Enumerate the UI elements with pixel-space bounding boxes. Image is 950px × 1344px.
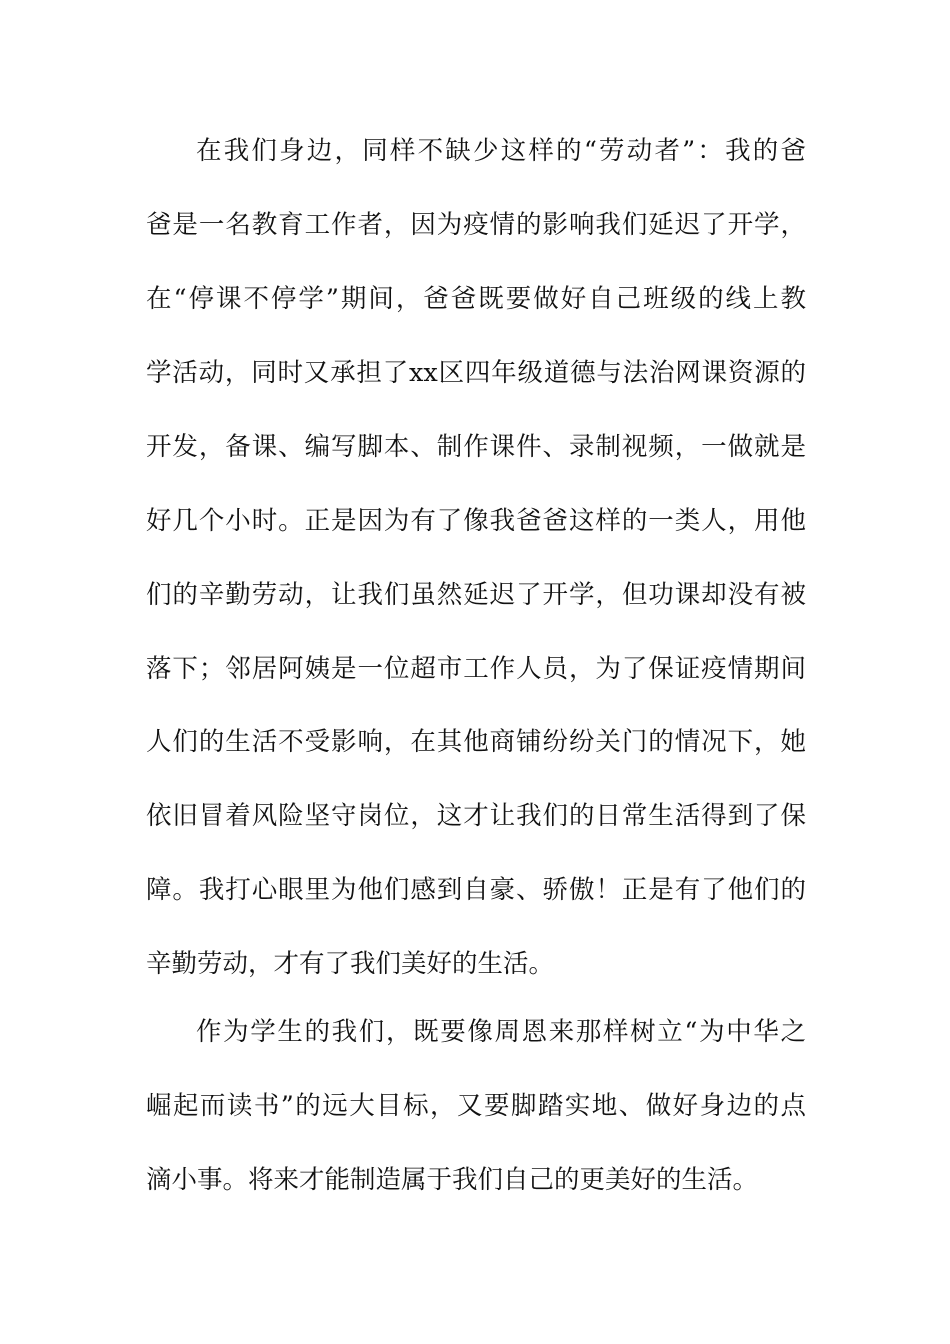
paragraph-2-line-2: 崛起而读书”的远大目标，又要脚踏实地、做好身边的点 <box>146 1091 806 1121</box>
paragraph-1-line-11: 障。我打心眼里为他们感到自豪、骄傲！正是有了他们的 <box>146 875 806 905</box>
paragraph-2-line-3: 滴小事。将来才能制造属于我们自己的更美好的生活。 <box>146 1165 759 1195</box>
paragraph-1-line-10: 依旧冒着风险坚守岗位，这才让我们的日常生活得到了保 <box>146 801 806 831</box>
paragraph-1-line-1: 在我们身边，同样不缺少这样的“劳动者”：我的爸 <box>196 136 806 166</box>
paragraph-1-line-3: 在“停课不停学”期间，爸爸既要做好自己班级的线上教 <box>146 284 806 314</box>
paragraph-1-line-2: 爸是一名教育工作者，因为疫情的影响我们延迟了开学， <box>146 210 806 240</box>
paragraph-1-line-7: 们的辛勤劳动，让我们虽然延迟了开学，但功课却没有被 <box>146 580 806 610</box>
paragraph-1-line-12: 辛勤劳动，才有了我们美好的生活。 <box>146 949 555 979</box>
paragraph-1-line-5: 开发，备课、编写脚本、制作课件、录制视频，一做就是 <box>146 432 806 462</box>
paragraph-1-line-6: 好几个小时。正是因为有了像我爸爸这样的一类人，用他 <box>146 506 806 536</box>
paragraph-1-line-8: 落下；邻居阿姨是一位超市工作人员，为了保证疫情期间 <box>146 654 806 684</box>
paragraph-1-line-9: 人们的生活不受影响，在其他商铺纷纷关门的情况下，她 <box>146 727 806 757</box>
paragraph-1-line-4: 学活动，同时又承担了xx区四年级道德与法治网课资源的 <box>146 358 806 388</box>
paragraph-2-line-1: 作为学生的我们，既要像周恩来那样树立“为中华之 <box>196 1017 806 1047</box>
